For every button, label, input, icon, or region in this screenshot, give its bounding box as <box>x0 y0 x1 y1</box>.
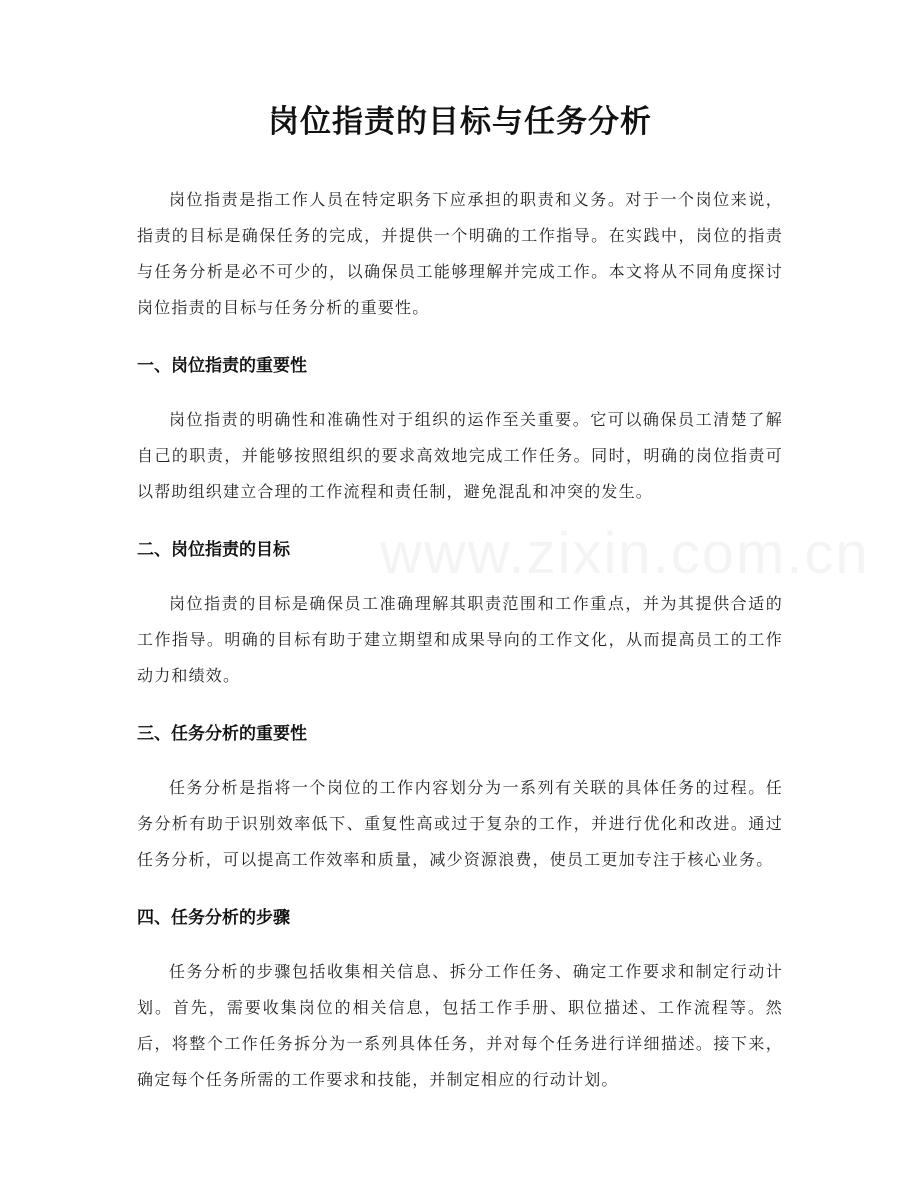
section-heading-1: 一、岗位指责的重要性 <box>137 356 307 376</box>
intro-paragraph: 岗位指责是指工作人员在特定职务下应承担的职责和义务。对于一个岗位来说，指责的目标是确保任务的完成，并提供一个明确的工作指导。在实践中，岗位的指责与任务分析是必不可少的，以确保员工能够理解并完成工作。本文将从不同角度探讨岗位指责的目标与任务分析的重要性。 <box>137 190 783 317</box>
page-title: 岗位指责的目标与任务分析 <box>268 104 652 140</box>
document-body <box>137 182 783 1098</box>
section-heading-4: 四、任务分析的步骤 <box>137 908 290 928</box>
section-heading-2: 二、岗位指责的目标 <box>137 540 290 560</box>
section-paragraph-2: 岗位指责的目标是确保员工准确理解其职责范围和工作重点，并为其提供合适的工作指导。明确的目标有助于建立期望和成果导向的工作文化，从而提高员工的工作动力和绩效。 <box>137 594 783 685</box>
section-paragraph-3: 任务分析是指将一个岗位的工作内容划分为一系列有关联的具体任务的过程。任务分析有助于识别效率低下、重复性高或过于复杂的工作，并进行优化和改进。通过任务分析，可以提高工作效率和质量，减少资源浪费，使员工更加专注于核心业务。 <box>137 778 783 869</box>
section-heading-3: 三、任务分析的重要性 <box>137 724 307 744</box>
section-paragraph-4: 任务分析的步骤包括收集相关信息、拆分工作任务、确定工作要求和制定行动计划。首先，需要收集岗位的相关信息，包括工作手册、职位描述、工作流程等。然后，将整个工作任务拆分为一系列具体任务，并对每个任务进行详细描述。接下来，确定每个任务所需的工作要求和技能，并制定相应的行动计划。 <box>137 962 783 1089</box>
section-paragraph-1: 岗位指责的明确性和准确性对于组织的运作至关重要。它可以确保员工清楚了解自己的职责，并能够按照组织的要求高效地完成工作任务。同时，明确的岗位指责可以帮助组织建立合理的工作流程和责任制，避免混乱和冲突的发生。 <box>137 410 783 501</box>
